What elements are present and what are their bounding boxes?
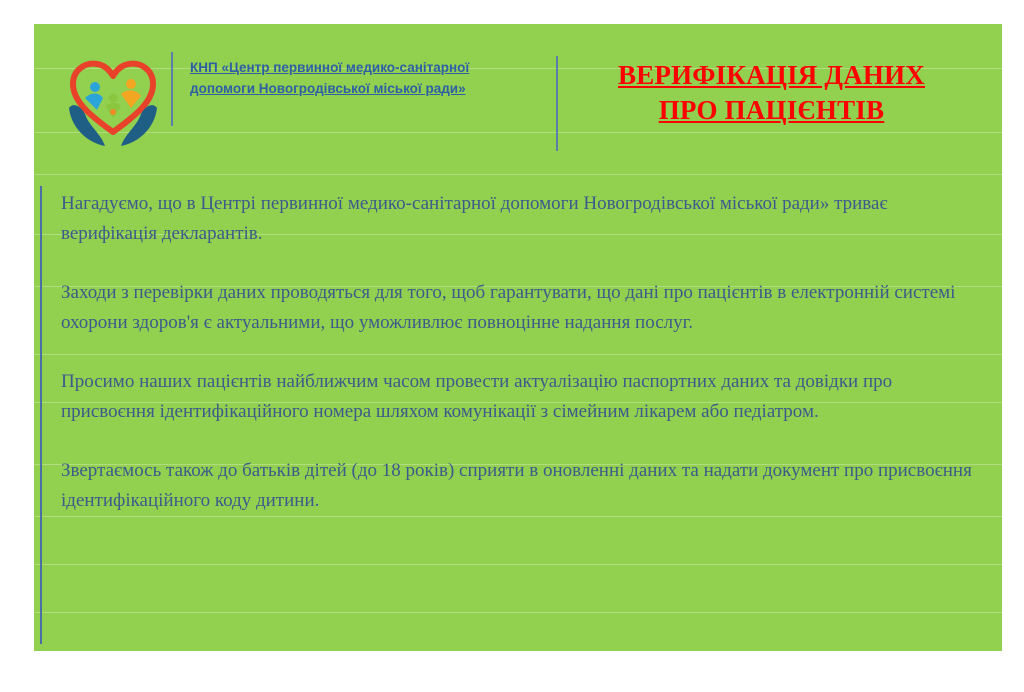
- ruled-line: [34, 132, 1002, 133]
- ruled-line: [34, 564, 1002, 565]
- paragraph: Просимо наших пацієнтів найближчим часом провести актуалізацію паспортних даних та довідки про присвоєння ідентифікаційного номера шляхом комунікації з сімейним лікарем або педіатром.: [61, 371, 893, 422]
- ruled-line: [34, 612, 1002, 613]
- paragraph: Заходи з перевірки даних проводяться для того, щоб гарантувати, що дані про пацієнтів в електронній системі охорони здоров'я є актуальними, що уможливлює повноцінне надання послуг.: [61, 282, 956, 333]
- ruled-line: [34, 174, 1002, 175]
- heart-hands-family-logo-icon: [61, 54, 165, 154]
- organization-name: КНП «Центр первинної медико-санітарної допомоги Новогродівської міської ради»: [190, 60, 470, 96]
- title-line: ВЕРИФІКАЦІЯ ДАНИХ: [617, 60, 926, 90]
- header-divider: [171, 52, 173, 126]
- title-line: ПРО ПАЦІЄНТІВ: [658, 95, 885, 125]
- notice-panel: [34, 24, 1002, 651]
- left-accent-bar: [40, 186, 42, 644]
- paragraph: Нагадуємо, що в Центрі первинної медико-санітарної допомоги Новогродівської міської ради» триває верифікація декларантів.: [61, 193, 888, 244]
- page-title: [574, 58, 969, 128]
- header-divider: [556, 56, 558, 151]
- notice-body: [61, 189, 986, 545]
- paragraph: Звертаємось також до батьків дітей (до 18 років) сприяти в оновленні даних та надати документ про присвоєння ідентифікаційного коду дитини.: [61, 460, 972, 511]
